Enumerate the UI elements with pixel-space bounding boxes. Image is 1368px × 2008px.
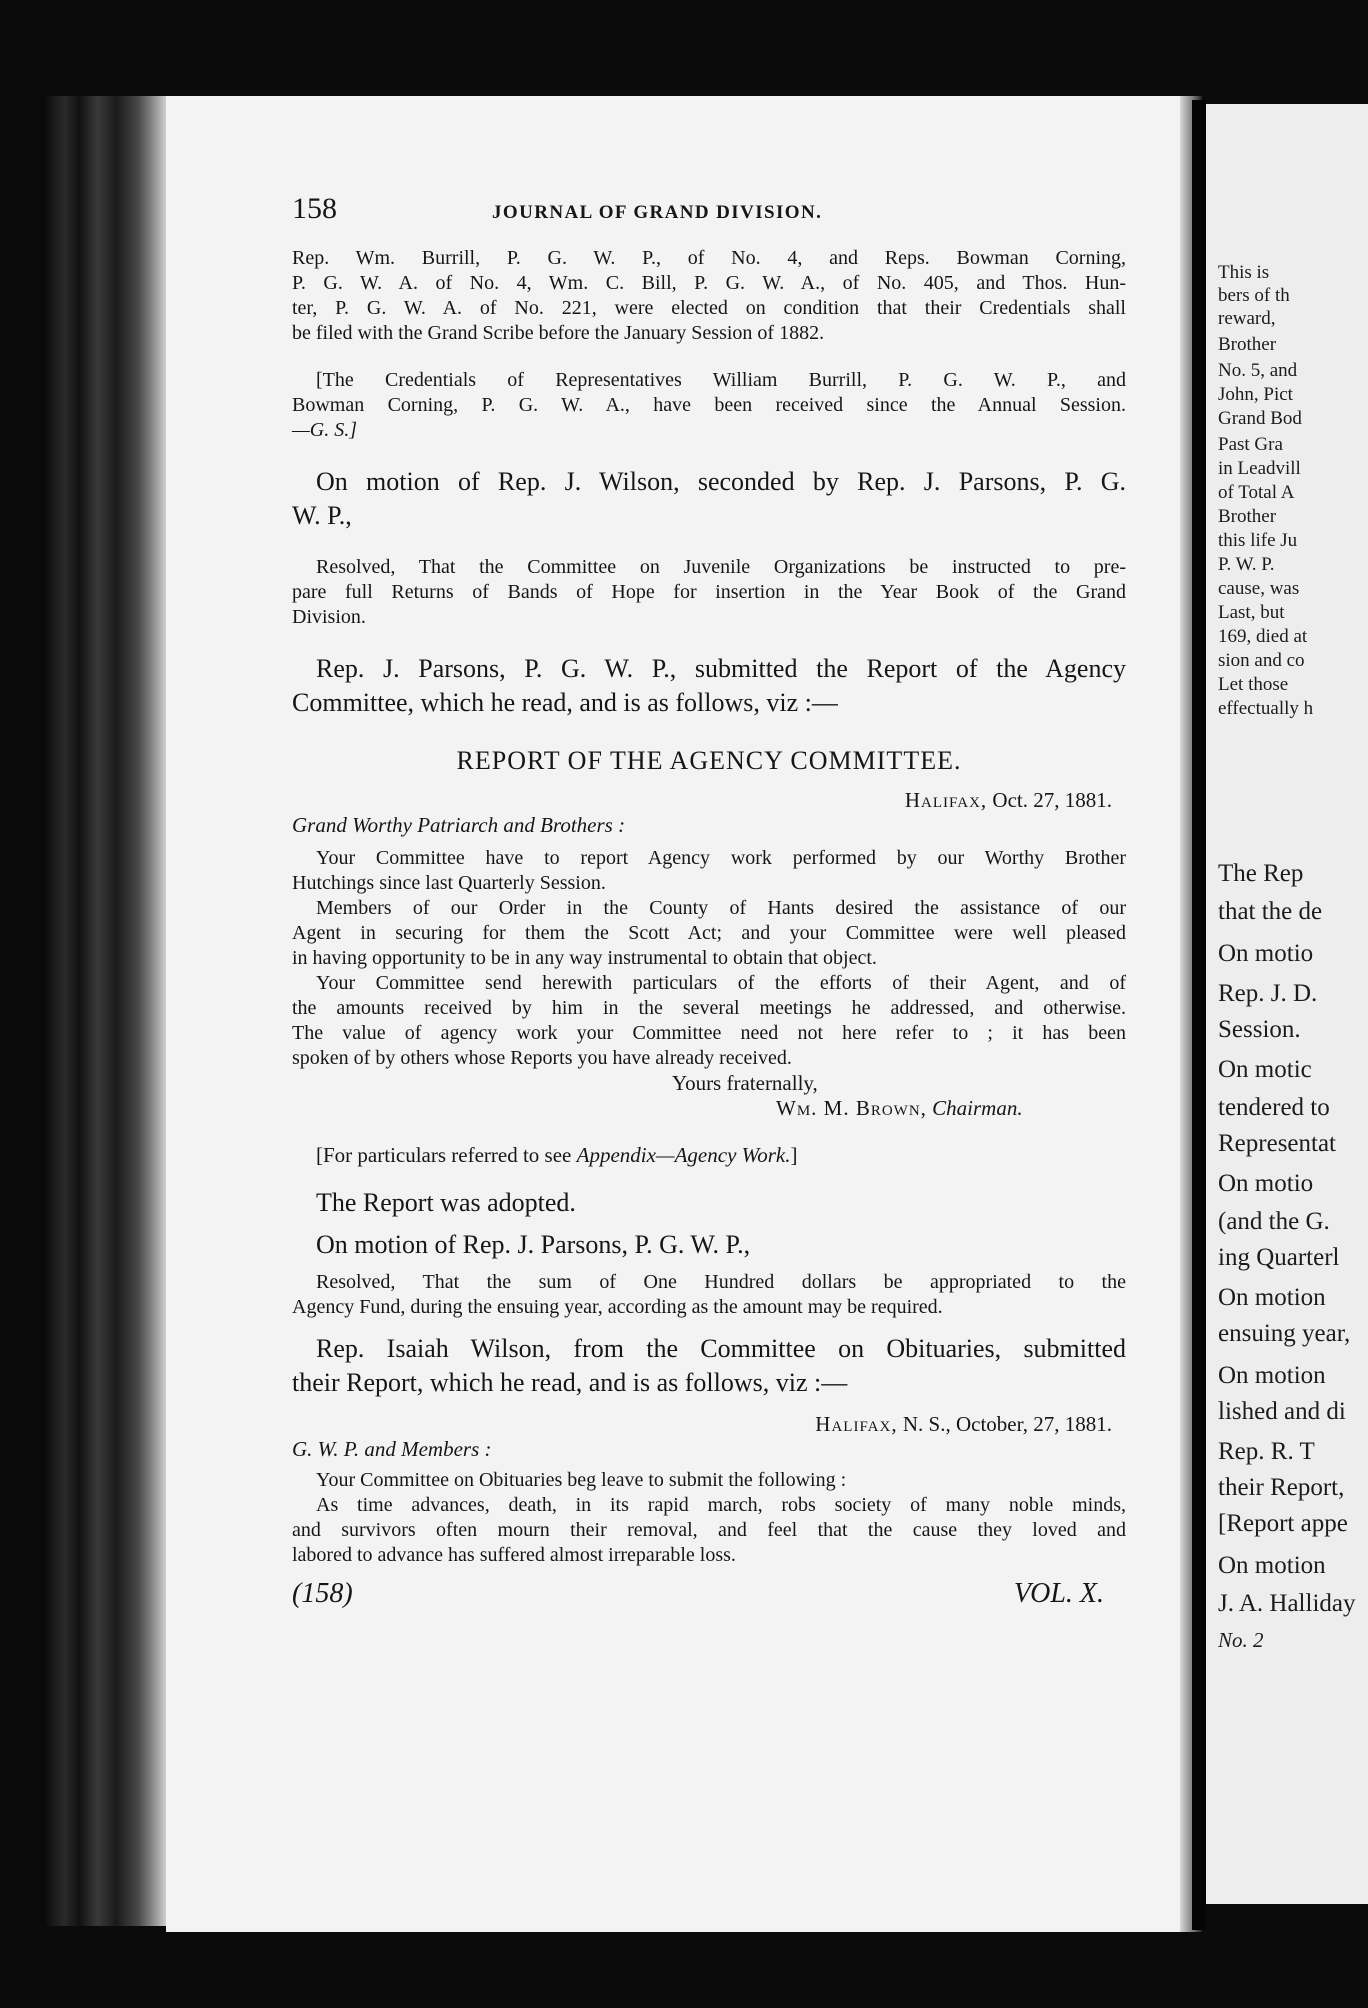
adjacent-line: cause, was xyxy=(1218,578,1300,599)
text-line: Division. xyxy=(292,606,366,628)
adjacent-line: tendered to xyxy=(1218,1094,1330,1121)
adjacent-line: lished and di xyxy=(1218,1398,1346,1425)
report-closing: Yours fraternally, xyxy=(672,1071,818,1095)
adjacent-line: reward, xyxy=(1218,308,1276,329)
text-line: On motion of Rep. J. Wilson, seconded by Rep. J. Parsons, P. G. xyxy=(316,467,1126,496)
text-line: Committee, which he read, and is as follows, viz :— xyxy=(292,688,838,717)
book-binding-edge xyxy=(42,96,166,1926)
adjacent-line: On motic xyxy=(1218,1056,1312,1083)
text-line: their Report, which he read, and is as follows, viz :— xyxy=(292,1368,848,1397)
text-line: Your Committee have to report Agency work performed by our Worthy Brother xyxy=(316,847,1126,869)
adjacent-line: Last, but xyxy=(1218,602,1285,623)
adjacent-line: On motio xyxy=(1218,940,1314,967)
text-line: Agency Fund, during the ensuing year, according as the amount may be required. xyxy=(292,1296,943,1318)
adjacent-line: sion and co xyxy=(1218,650,1305,671)
text-line: ter, P. G. W. A. of No. 221, were elected on condition that their Credentials shall xyxy=(292,297,1126,319)
report-salutation: Grand Worthy Patriarch and Brothers : xyxy=(292,813,626,837)
text-line: Resolved, That the Committee on Juvenile Organizations be instructed to pre- xyxy=(316,556,1126,578)
adjacent-line: of Total A xyxy=(1218,482,1295,503)
adjacent-line: bers of th xyxy=(1218,285,1290,306)
text-line: The value of agency work your Committee need not here refer to ; it has been xyxy=(292,1022,1126,1044)
text-line: Rep. Isaiah Wilson, from the Committee on Obituaries, submitted xyxy=(316,1334,1126,1363)
adjacent-line: This is xyxy=(1218,262,1270,283)
adjacent-line: No. 5, and xyxy=(1218,360,1298,381)
adjacent-line: The Rep xyxy=(1218,860,1304,887)
adjacent-line: Rep. J. D. xyxy=(1218,980,1318,1007)
text-line: W. P., xyxy=(292,501,352,530)
text-line: Rep. Wm. Burrill, P. G. W. P., of No. 4, and Reps. Bowman Corning, xyxy=(292,247,1126,269)
adjacent-line: in Leadvill xyxy=(1218,458,1301,479)
text-line: Rep. J. Parsons, P. G. W. P., submitted the Report of the Agency xyxy=(316,654,1126,683)
obituary-body xyxy=(292,1468,1126,1568)
text-line: Hutchings since last Quarterly Session. xyxy=(292,872,606,894)
text-line: —G. S.] xyxy=(292,419,358,441)
page-footer xyxy=(292,1578,1126,1610)
adjacent-line: that the de xyxy=(1218,898,1323,925)
adjacent-line: Grand Bod xyxy=(1218,408,1302,429)
text-line: the amounts received by him in the several meetings he addressed, and otherwise. xyxy=(292,997,1126,1019)
report-adopted: The Report was adopted. xyxy=(316,1188,576,1217)
adjacent-line: On motion xyxy=(1218,1284,1326,1311)
adjacent-line: On motion xyxy=(1218,1552,1326,1579)
appendix-note-text: [For particulars referred to see xyxy=(316,1143,577,1167)
adjacent-line: this life Ju xyxy=(1218,530,1298,551)
text-line: [The Credentials of Representatives William Burrill, P. G. W. P., and xyxy=(316,369,1126,391)
page-number: 158 xyxy=(292,192,337,225)
text-line: in having opportunity to be in any way instrumental to obtain that object. xyxy=(292,947,877,969)
signature-title: Chairman. xyxy=(932,1096,1023,1120)
text-line: As time advances, death, in its rapid march, robs society of many noble minds, xyxy=(316,1494,1126,1516)
adjacent-line: Brother xyxy=(1218,506,1277,527)
text-line: spoken of by others whose Reports you have already received. xyxy=(292,1047,792,1069)
text-line: Members of our Order in the County of Hants desired the assistance of our xyxy=(316,897,1126,919)
adjacent-line: On motion xyxy=(1218,1362,1326,1389)
paragraph-credentials-note xyxy=(292,368,1126,443)
text-line: Bowman Corning, P. G. W. A., have been received since the Annual Session. xyxy=(292,394,1126,416)
appendix-note-ref: Appendix—Agency Work. xyxy=(576,1143,791,1167)
report-date-value: Oct. 27, 1881. xyxy=(992,788,1112,812)
text-line: Resolved, That the sum of One Hundred dollars be appropriated to the xyxy=(316,1271,1126,1293)
adjacent-line: John, Pict xyxy=(1218,384,1293,405)
text-line: be filed with the Grand Scribe before the January Session of 1882. xyxy=(292,322,825,344)
adjacent-line: effectually h xyxy=(1218,698,1314,719)
adjacent-line: P. W. P. xyxy=(1218,554,1275,575)
report-date-place: Halifax, xyxy=(904,788,988,812)
text-line: labored to advance has suffered almost irreparable loss. xyxy=(292,1544,736,1566)
page-header xyxy=(292,192,1126,232)
paragraph-agency-submission xyxy=(292,652,1126,720)
report-body xyxy=(292,846,1126,1071)
obituary-date-value: N. S., October, 27, 1881. xyxy=(902,1412,1112,1436)
appendix-note-close: ] xyxy=(790,1143,798,1167)
obituary-date-place: Halifax, xyxy=(815,1412,898,1436)
adjacent-line: ensuing year, xyxy=(1218,1320,1351,1347)
adjacent-line: On motio xyxy=(1218,1170,1314,1197)
paragraph-motion-wilson xyxy=(292,465,1126,533)
obituary-report-date xyxy=(292,1412,1126,1437)
adjacent-line: Representat xyxy=(1218,1130,1337,1157)
text-line: Your Committee send herewith particulars of the efforts of their Agent, and of xyxy=(316,972,1126,994)
footer-page-number: (158) xyxy=(292,1578,353,1609)
page-content xyxy=(292,192,1126,1610)
adjacent-line: No. 2 xyxy=(1218,1628,1264,1652)
text-line: and survivors often mourn their removal, and feel that the cause they loved and xyxy=(292,1519,1126,1541)
text-line: P. G. W. A. of No. 4, Wm. C. Bill, P. G. W. A., of No. 405, and Thos. Hun- xyxy=(292,272,1126,294)
adjacent-line: 169, died at xyxy=(1218,626,1308,647)
adjacent-line: [Report appe xyxy=(1218,1510,1348,1537)
adjacent-line: their Report, xyxy=(1218,1474,1345,1501)
paragraph-resolved-agency-fund xyxy=(292,1270,1126,1320)
adjacent-line: Past Gra xyxy=(1218,434,1283,455)
book-gutter xyxy=(1192,100,1206,1930)
paragraph-elections xyxy=(292,246,1126,346)
adjacent-line: J. A. Halliday xyxy=(1218,1590,1356,1617)
adjacent-line: Brother xyxy=(1218,334,1277,355)
adjacent-line: Session. xyxy=(1218,1016,1301,1043)
appendix-note xyxy=(292,1143,1126,1168)
adjacent-line: Rep. R. T xyxy=(1218,1438,1315,1465)
paragraph-resolved-juvenile xyxy=(292,555,1126,630)
text-line: Agent in securing for them the Scott Act; and your Committee were well pleased xyxy=(292,922,1126,944)
adjacent-page xyxy=(1206,104,1368,1904)
obituary-salutation: G. W. P. and Members : xyxy=(292,1437,492,1461)
report-title: REPORT OF THE AGENCY COMMITTEE. xyxy=(456,746,962,775)
text-line: Your Committee on Obituaries beg leave to submit the following : xyxy=(316,1469,847,1491)
adjacent-line: (and the G. xyxy=(1218,1208,1330,1235)
adjacent-line: ing Quarterl xyxy=(1218,1244,1340,1271)
report-date xyxy=(292,788,1126,813)
report-signature xyxy=(292,1096,1126,1121)
running-head: JOURNAL OF GRAND DIVISION. xyxy=(492,202,823,223)
paragraph-obituaries-submission xyxy=(292,1332,1126,1400)
footer-volume: VOL. X. xyxy=(1013,1578,1104,1609)
text-line: pare full Returns of Bands of Hope for insertion in the Year Book of the Grand xyxy=(292,581,1126,603)
motion-parsons: On motion of Rep. J. Parsons, P. G. W. P., xyxy=(316,1230,751,1259)
adjacent-line: Let those xyxy=(1218,674,1289,695)
signature-name: Wm. M. Brown, xyxy=(776,1096,927,1120)
